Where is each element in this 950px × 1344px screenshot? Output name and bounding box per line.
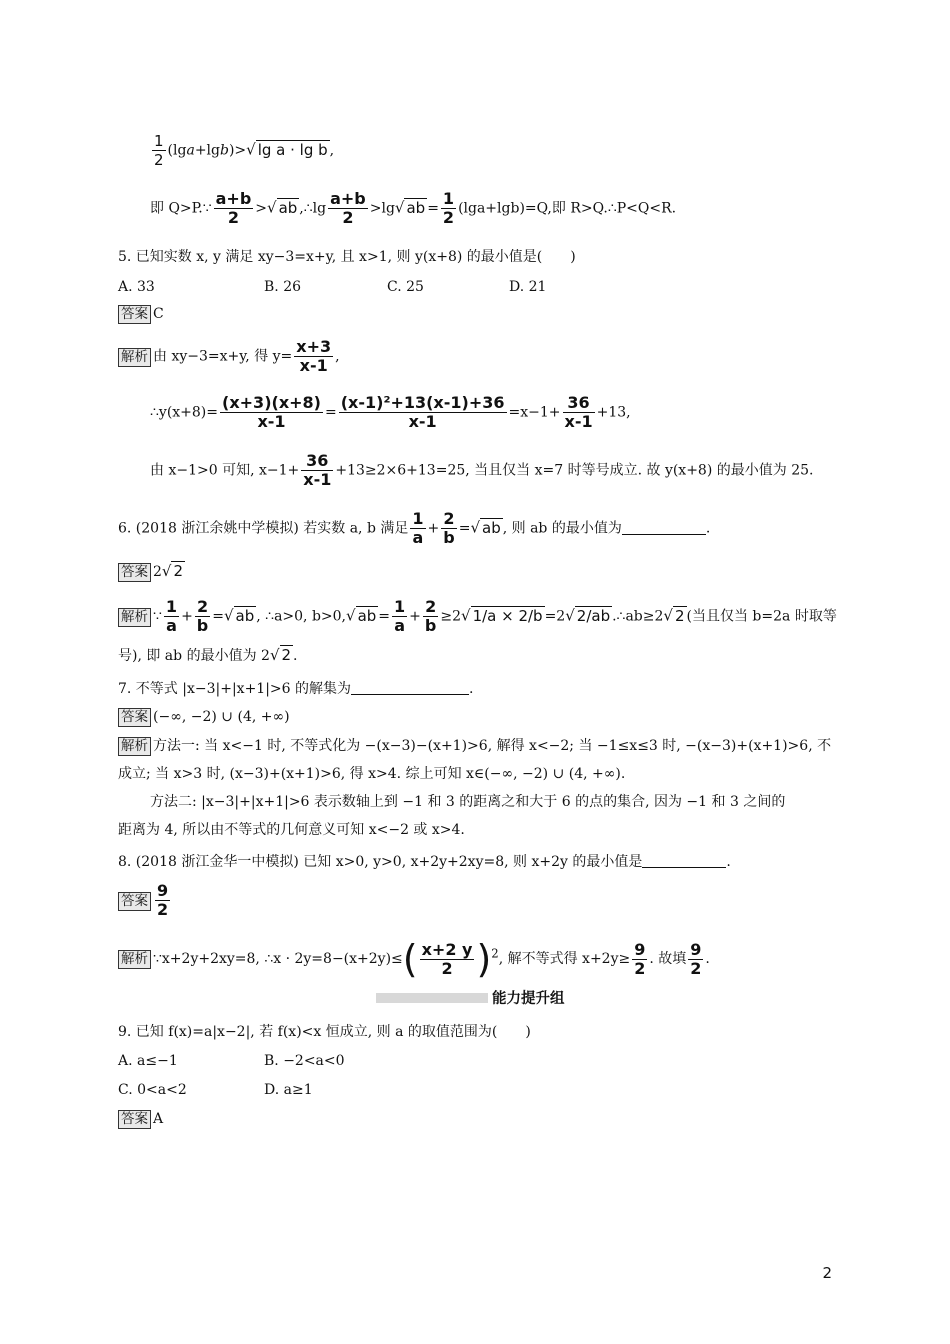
analysis-5-line-2: ∴y(x+8)= $\frac{(x+3)(x+8)}{x-1}$ = $\frac{\text{(x-1)²+13(x-1)+36}}{x-1}$ =x−1+ $\frac{36}{x-1}$ +13,	[150, 393, 631, 431]
answer-blank	[642, 853, 726, 868]
answer-6: 答案 2√ 2	[118, 561, 838, 582]
answer-tag: 答案	[118, 892, 151, 911]
choice-d: D. a≥1	[264, 1082, 313, 1098]
answer-blank	[622, 520, 706, 535]
analysis-tag: 解析	[118, 608, 151, 627]
analysis-5-line-3: 由 x−1>0 可知, x−1+ $\frac{36}{x-1}$ +13≥2×6+13=25, 当且仅当 x=7 时等号成立. 故 y(x+8) 的最小值为 25.	[150, 451, 814, 489]
analysis-6-line-1: 解析 ∵ $\frac{1}{a}$ + $\frac{2}{b}$ =√ ab , ∴a>0, b>0,√ ab = $\frac{1}{a}$ + $\frac{2}{b}$ ≥2√ 1/a × 2/b =2√ 2/ab .∴ab≥2√ 2 (当且仅当 b=2a 时取等	[118, 598, 838, 635]
fraction: $\frac{1}{2}$	[154, 132, 164, 169]
answer-9: 答案 A	[118, 1109, 838, 1129]
analysis-7-line-2: 成立; 当 x>3 时, (x−3)+(x+1)>6, 得 x>4. 综上可知 x∈(−∞, −2) ∪ (4, +∞).	[118, 766, 626, 782]
section-heading	[0, 987, 950, 1009]
analysis-7-line-1: 解析 方法一: 当 x<−1 时, 不等式化为 −(x−3)−(x+1)>6, 解得 x<−2; 当 −1≤x≤3 时, −(x−3)+(x+1)>6, 不	[118, 736, 838, 756]
choice-a: A. 33	[118, 279, 155, 295]
question-7: 7. 不等式 |x−3|+|x+1|>6 的解集为 .	[118, 681, 474, 697]
answer-tag: 答案	[118, 1110, 151, 1129]
answer-7: 答案 (−∞, −2) ∪ (4, +∞)	[118, 707, 838, 727]
analysis-7-line-4: 距离为 4, 所以由不等式的几何意义可知 x<−2 或 x>4.	[118, 822, 465, 838]
choice-b: B. −2<a<0	[264, 1053, 345, 1069]
answer-blank	[351, 680, 469, 695]
line-q4-tail-2: 即 Q>P.∵ $\frac{a+b}{2}$ >√ ab ,∴lg $\frac{a+b}{2}$ >lg√ ab = $\frac{1}{2}$ (lga+lgb)=Q,即 R>Q.∴P<Q<R.	[150, 189, 677, 227]
section-title: 能力提升组	[492, 991, 565, 1007]
question-9: 9. 已知 f(x)=a|x−2|, 若 f(x)<x 恒成立, 则 a 的取值范围为( )	[118, 1024, 531, 1040]
analysis-5-line-1: 解析 由 xy−3=x+y, 得 y= $\frac{x+3}{x-1}$ ,	[118, 338, 838, 375]
answer-tag: 答案	[118, 305, 151, 324]
choice-b: B. 26	[264, 279, 302, 295]
answer-5: 答案 C	[118, 304, 838, 324]
choice-c: C. 0<a<2	[118, 1082, 187, 1098]
sqrt-expression: √ lg a · lg b	[246, 140, 328, 159]
question-5: 5. 已知实数 x, y 满足 xy−3=x+y, 且 x>1, 则 y(x+8) 的最小值是( )	[118, 249, 576, 265]
question-8: 8. (2018 浙江金华一中模拟) 已知 x>0, y>0, x+2y+2xy=8, 则 x+2y 的最小值是 .	[118, 854, 731, 870]
answer-tag: 答案	[118, 708, 151, 727]
analysis-tag: 解析	[118, 348, 151, 367]
answer-8: 答案 $\frac{9}{2}$	[118, 882, 838, 919]
analysis-7-line-3: 方法二: |x−3|+|x+1|>6 表示数轴上到 −1 和 3 的距离之和大于 6 的点的集合, 因为 −1 和 3 之间的	[150, 794, 786, 810]
choice-d: D. 21	[509, 279, 547, 295]
analysis-tag: 解析	[118, 737, 151, 756]
answer-tag: 答案	[118, 563, 151, 582]
choice-c: C. 25	[387, 279, 424, 295]
question-6: 6. (2018 浙江余姚中学模拟) 若实数 a, b 满足 $\frac{1}{a}$ + $\frac{2}{b}$ =√ ab , 则 ab 的最小值为 .	[118, 509, 711, 547]
page-number: 2	[822, 1264, 832, 1282]
analysis-6-line-2: 号), 即 ab 的最小值为 2√ 2 .	[118, 646, 298, 664]
choice-a: A. a≤−1	[118, 1053, 178, 1069]
analysis-tag: 解析	[118, 950, 151, 969]
section-bar	[376, 993, 488, 1003]
analysis-8: 解析 ∵x+2y+2xy=8, ∴x · 2y=8−(x+2y)≤( $\frac{x+2 y}{2}$ )$^2$, 解不等式得 x+2y≥ $\frac{9}{2}$ . 故填 $\frac{9}{2}$ .	[118, 940, 838, 978]
line-q4-tail-1: $\frac{1}{2}$ (lga+lgb)>√ lg a · lg b ,	[154, 132, 335, 169]
